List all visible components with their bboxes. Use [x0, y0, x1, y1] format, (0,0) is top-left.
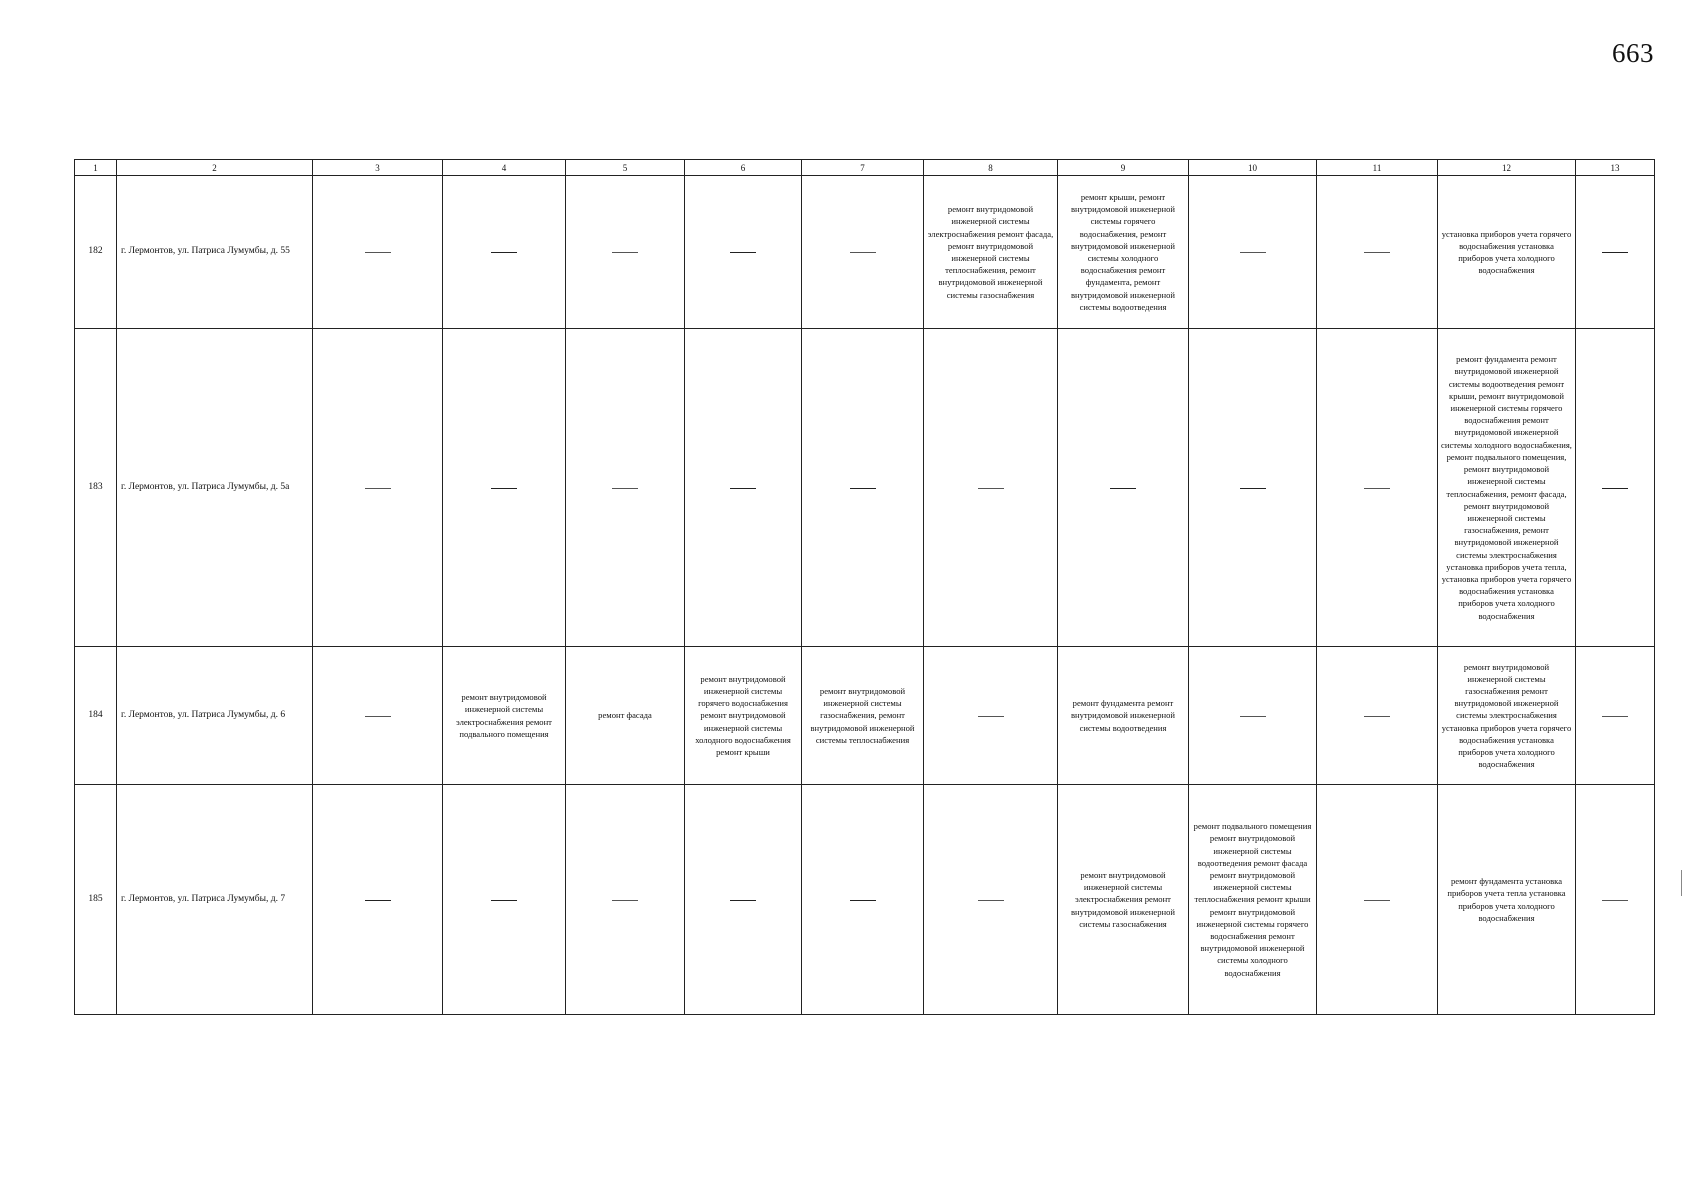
empty-cell-dash	[566, 785, 685, 1015]
row-number: 185	[75, 785, 117, 1015]
empty-cell-dash	[1317, 176, 1438, 329]
empty-cell-dash	[313, 785, 443, 1015]
work-list-cell: установка приборов учета горячего водоснабжения установка приборов учета холодного водоснабжения	[1438, 176, 1576, 329]
column-header: 13	[1576, 160, 1655, 176]
column-header: 2	[117, 160, 313, 176]
empty-cell-dash	[1189, 647, 1317, 785]
empty-cell-dash	[802, 176, 924, 329]
column-header: 1	[75, 160, 117, 176]
empty-cell-dash	[443, 785, 566, 1015]
column-header: 11	[1317, 160, 1438, 176]
table-row	[75, 329, 1655, 647]
empty-cell-dash	[685, 785, 802, 1015]
table-row	[75, 785, 1655, 1015]
empty-cell-dash	[566, 176, 685, 329]
house-address: г. Лермонтов, ул. Патриса Лумумбы, д. 6	[117, 647, 313, 785]
column-header: 6	[685, 160, 802, 176]
house-address: г. Лермонтов, ул. Патриса Лумумбы, д. 7	[117, 785, 313, 1015]
empty-cell-dash	[1576, 176, 1655, 329]
empty-cell-dash	[1058, 329, 1189, 647]
work-list-cell: ремонт фундамента ремонт внутридомовой инженерной системы водоотведения	[1058, 647, 1189, 785]
column-header: 7	[802, 160, 924, 176]
empty-cell-dash	[1317, 647, 1438, 785]
work-list-cell: ремонт подвального помещения ремонт внутридомовой инженерной системы водоотведения ремонт фасада ремонт внутридомовой инженерной системы теплоснабжения ремонт крыши ремонт внутридомовой инженерной системы горячего водоснабжения ремонт внутридомовой инженерной системы холодного водоснабжения	[1189, 785, 1317, 1015]
column-header: 10	[1189, 160, 1317, 176]
empty-cell-dash	[685, 176, 802, 329]
empty-cell-dash	[1189, 329, 1317, 647]
work-list-cell: ремонт фундамента ремонт внутридомовой инженерной системы водоотведения ремонт крыши, ремонт внутридомовой инженерной системы горячего водоснабжения ремонт внутридомовой инженерной системы холодного водоснабжения, ремонт подвального помещения, ремонт внутридомовой инженерной системы теплоснабжения, ремонт фасада, ремонт внутридомовой инженерной системы газоснабжения, ремонт внутридомовой инженерной системы электроснабжения установка приборов учета тепла, установка приборов учета горячего водоснабжения установка приборов учета холодного водоснабжения	[1438, 329, 1576, 647]
row-number: 184	[75, 647, 117, 785]
page-number: 663	[1612, 38, 1654, 68]
empty-cell-dash	[1317, 329, 1438, 647]
work-list-cell: ремонт внутридомовой инженерной системы газоснабжения ремонт внутридомовой инженерной системы электроснабжения установка приборов учета горячего водоснабжения установка приборов учета холодного водоснабжения	[1438, 647, 1576, 785]
empty-cell-dash	[924, 647, 1058, 785]
table-row	[75, 176, 1655, 329]
empty-cell-dash	[802, 785, 924, 1015]
row-number: 182	[75, 176, 117, 329]
work-list-cell: ремонт фундамента установка приборов учета тепла установка приборов учета холодного водоснабжения	[1438, 785, 1576, 1015]
empty-cell-dash	[1576, 785, 1655, 1015]
empty-cell-dash	[443, 176, 566, 329]
row-number: 183	[75, 329, 117, 647]
empty-cell-dash	[1576, 329, 1655, 647]
column-header: 4	[443, 160, 566, 176]
empty-cell-dash	[924, 329, 1058, 647]
empty-cell-dash	[443, 329, 566, 647]
empty-cell-dash	[1189, 176, 1317, 329]
column-header: 12	[1438, 160, 1576, 176]
column-header-row	[75, 160, 1655, 176]
empty-cell-dash	[313, 329, 443, 647]
work-list-cell: ремонт внутридомовой инженерной системы электроснабжения ремонт подвального помещения	[443, 647, 566, 785]
repair-schedule-table	[74, 159, 1655, 1015]
scan-edge-mark	[1681, 870, 1684, 896]
work-list-cell: ремонт внутридомовой инженерной системы газоснабжения, ремонт внутридомовой инженерной системы теплоснабжения	[802, 647, 924, 785]
empty-cell-dash	[313, 647, 443, 785]
work-list-cell: ремонт фасада	[566, 647, 685, 785]
empty-cell-dash	[313, 176, 443, 329]
empty-cell-dash	[1317, 785, 1438, 1015]
house-address: г. Лермонтов, ул. Патриса Лумумбы, д. 5а	[117, 329, 313, 647]
empty-cell-dash	[685, 329, 802, 647]
work-list-cell: ремонт крыши, ремонт внутридомовой инженерной системы горячего водоснабжения, ремонт внутридомовой инженерной системы холодного водоснабжения ремонт фундамента, ремонт внутридомовой инженерной системы водоотведения	[1058, 176, 1189, 329]
empty-cell-dash	[802, 329, 924, 647]
table-row	[75, 647, 1655, 785]
column-header: 5	[566, 160, 685, 176]
column-header: 9	[1058, 160, 1189, 176]
work-list-cell: ремонт внутридомовой инженерной системы горячего водоснабжения ремонт внутридомовой инженерной системы холодного водоснабжения ремонт крыши	[685, 647, 802, 785]
empty-cell-dash	[924, 785, 1058, 1015]
work-list-cell: ремонт внутридомовой инженерной системы электроснабжения ремонт фасада, ремонт внутридомовой инженерной системы теплоснабжения, ремонт внутридомовой инженерной системы газоснабжения	[924, 176, 1058, 329]
empty-cell-dash	[1576, 647, 1655, 785]
empty-cell-dash	[566, 329, 685, 647]
column-header: 8	[924, 160, 1058, 176]
work-list-cell: ремонт внутридомовой инженерной системы электроснабжения ремонт внутридомовой инженерной системы газоснабжения	[1058, 785, 1189, 1015]
column-header: 3	[313, 160, 443, 176]
house-address: г. Лермонтов, ул. Патриса Лумумбы, д. 55	[117, 176, 313, 329]
